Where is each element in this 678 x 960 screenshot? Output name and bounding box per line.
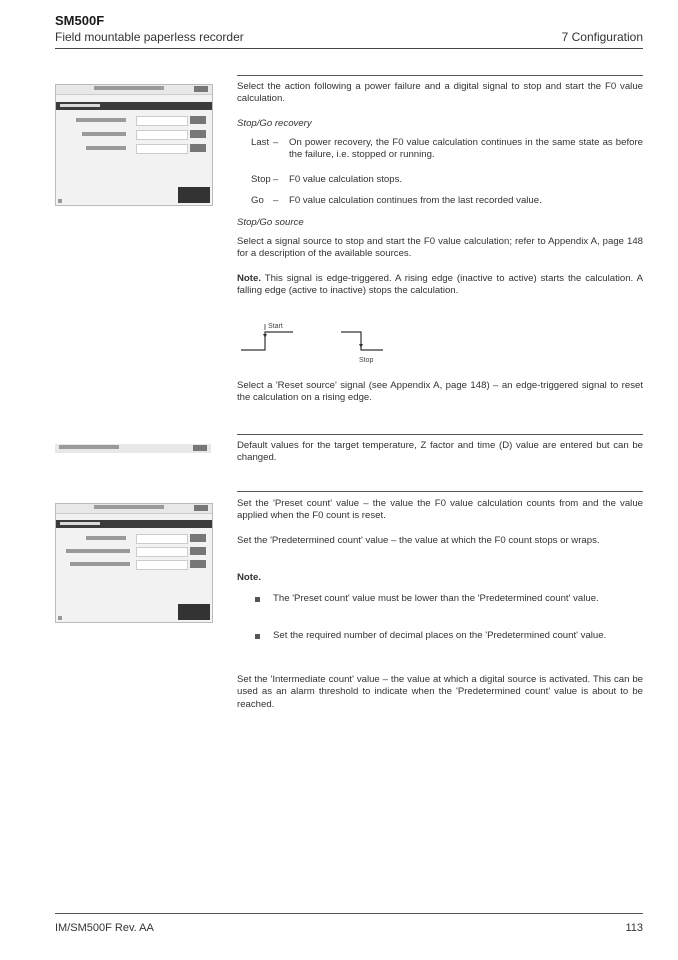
screen-row <box>56 115 212 125</box>
intermediate-count-text: Set the 'Intermediate count' value – the value at which a digital source is activated. This can be used as an alarm threshold to indicate when the 'Predetermined count' value is about to be reached. <box>237 674 643 710</box>
option-text: On power recovery, the F0 value calculation continues in the same state as before the failure, i.e. stopped or running. <box>289 137 643 161</box>
product-model: SM500F <box>55 13 105 28</box>
source-description: Select a signal source to stop and start the F0 value calculation; refer to Appendix A, page 148 for a description of the available sources. <box>237 236 643 260</box>
note-bullet: The 'Preset count' value must be lower than the 'Predetermined count' value. <box>237 593 643 619</box>
screen-row <box>56 559 212 569</box>
stop-label: Stop <box>359 357 374 364</box>
screen-row <box>56 143 212 153</box>
screenshot-stopgo-settings <box>55 84 213 206</box>
screen-row <box>56 129 212 139</box>
reset-source-text: Select a 'Reset source' signal (see Appendix A, page 148) – an edge-triggered signal to reset the calculation on a rising edge. <box>237 380 643 404</box>
count-note-label: Note. <box>237 572 261 583</box>
screen-top-bar <box>55 444 211 453</box>
footer-divider <box>55 913 643 914</box>
screen-title-bar <box>56 102 212 110</box>
section-title: 7 Configuration <box>561 30 643 44</box>
source-heading: Stop/Go source <box>237 217 304 228</box>
recovery-option-go: Go – F0 value calculation continues from the last recorded value. <box>237 195 643 208</box>
section-divider <box>237 491 643 492</box>
section-divider <box>237 434 643 435</box>
preset-count-text: Set the 'Preset count' value – the value the F0 value calculation counts from and the value applied when the F0 count is reset. <box>237 498 643 522</box>
document-id: IM/SM500F Rev. AA <box>55 922 154 934</box>
recovery-heading: Stop/Go recovery <box>237 118 312 129</box>
screen-back-button <box>178 604 210 620</box>
option-key: Stop <box>251 174 271 185</box>
screen-row <box>56 533 212 543</box>
edge-trigger-diagram <box>237 322 437 370</box>
recovery-option-last: Last – On power recovery, the F0 value calculation continues in the same state as before the failure, i.e. stopped or running. <box>251 137 643 161</box>
default-values-text: Default values for the target temperature, Z factor and time (D) value are entered but can be changed. <box>237 440 643 464</box>
screen-row <box>56 546 212 556</box>
page-number: 113 <box>625 922 643 934</box>
predetermined-count-text: Set the 'Predetermined count' value – the value at which the F0 count stops or wraps. <box>237 535 600 546</box>
falling-edge-signal <box>341 332 383 350</box>
header-divider <box>55 48 643 49</box>
stopgo-intro: Select the action following a power failure and a digital signal to stop and start the F0 value calculation. <box>237 81 643 105</box>
bullet-icon <box>255 634 260 639</box>
note-bullet: Set the required number of decimal places on the 'Predetermined count' value. <box>237 630 643 656</box>
option-key: Last <box>251 137 270 148</box>
start-label: Start <box>268 323 283 330</box>
product-subtitle: Field mountable paperless recorder <box>55 30 244 44</box>
option-text: F0 value calculation continues from the last recorded value. <box>289 195 542 206</box>
section-divider <box>237 75 643 76</box>
screenshot-count-settings <box>55 503 213 623</box>
option-text: F0 value calculation stops. <box>289 174 403 185</box>
rising-edge-signal <box>241 332 293 350</box>
bullet-icon <box>255 597 260 602</box>
screen-back-button <box>178 187 210 203</box>
screen-top-bar <box>56 85 212 95</box>
source-note: Note. This signal is edge-triggered. A rising edge (inactive to active) starts the calculation. A falling edge (active to inactive) stops the calculation. <box>237 273 643 297</box>
screenshot-default-values <box>55 444 211 453</box>
recovery-option-stop: Stop – F0 value calculation stops. <box>237 174 643 187</box>
option-key: Go <box>251 195 264 206</box>
screen-top-bar <box>56 504 212 514</box>
screen-title-bar <box>56 520 212 528</box>
